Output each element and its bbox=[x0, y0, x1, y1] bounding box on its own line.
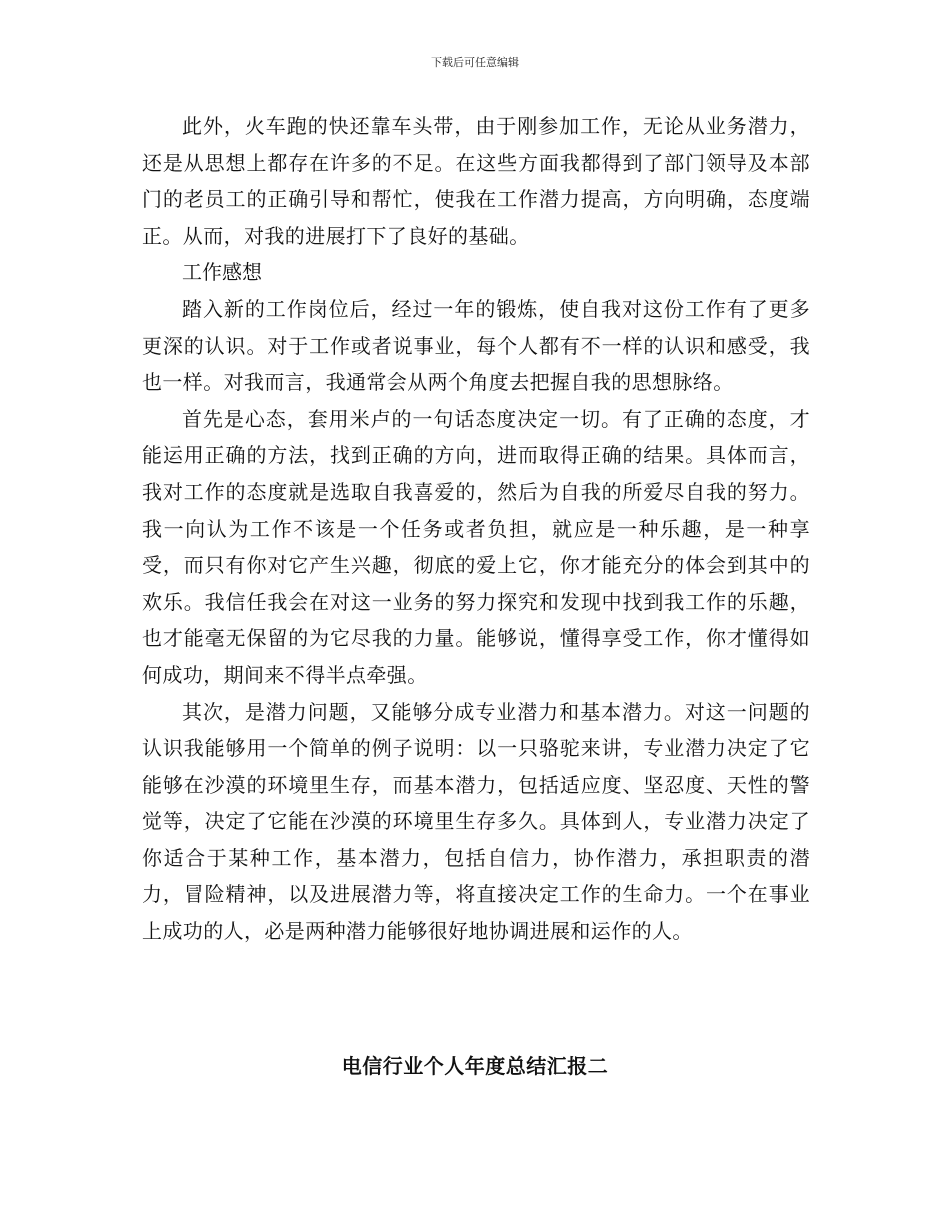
paragraph-1: 此外，火车跑的快还靠车头带，由于刚参加工作，无论从业务潜力，还是从思想上都存在许多的不足。在这些方面我都得到了部门领导及本部门的老员工的正确引导和帮忙，使我在工作潜力提高，方向明确，态度端正。从而，对我的进展打下了良好的基础。 bbox=[142, 114, 810, 248]
paragraph-3: 首先是心态，套用米卢的一句话态度决定一切。有了正确的态度，才能运用正确的方法，找到正确的方向，进而取得正确的结果。具体而言，我对工作的态度就是选取自我喜爱的，然后为自我的所爱尽自我的努力。我一向认为工作不该是一个任务或者负担，就应是一种乐趣，是一种享受，而只有你对它产生兴趣，彻底的爱上它，你才能充分的体会到其中的欢乐。我信任我会在对这一业务的努力探究和发现中找到我工作的乐趣，也才能毫无保留的为它尽我的力量。能够说，懂得享受工作，你才懂得如何成功，期间来不得半点牵强。 bbox=[142, 406, 810, 687]
subheading-work-thoughts: 工作感想 bbox=[182, 260, 262, 285]
paragraph-2: 踏入新的工作岗位后，经过一年的锻炼，使自我对这份工作有了更多更深的认识。对于工作或者说事业，每个人都有不一样的认识和感受，我也一样。对我而言，我通常会从两个角度去把握自我的思想脉络。 bbox=[142, 296, 810, 395]
paragraph-4: 其次，是潜力问题，又能够分成专业潜力和基本潜力。对这一问题的认识我能够用一个简单的例子说明：以一只骆驼来讲，专业潜力决定了它能够在沙漠的环境里生存，而基本潜力，包括适应度、坚忍度、天性的警觉等，决定了它能在沙漠的环境里生存多久。具体到人，专业潜力决定了你适合于某种工作，基本潜力，包括自信力，协作潜力，承担职责的潜力，冒险精神，以及进展潜力等，将直接决定工作的生命力。一个在事业上成功的人，必是两种潜力能够很好地协调进展和运作的人。 bbox=[142, 699, 810, 944]
header-note: 下载后可任意编辑 bbox=[431, 56, 519, 69]
section-title: 电信行业个人年度总结汇报二 bbox=[341, 1054, 609, 1078]
body-text bbox=[142, 108, 810, 950]
